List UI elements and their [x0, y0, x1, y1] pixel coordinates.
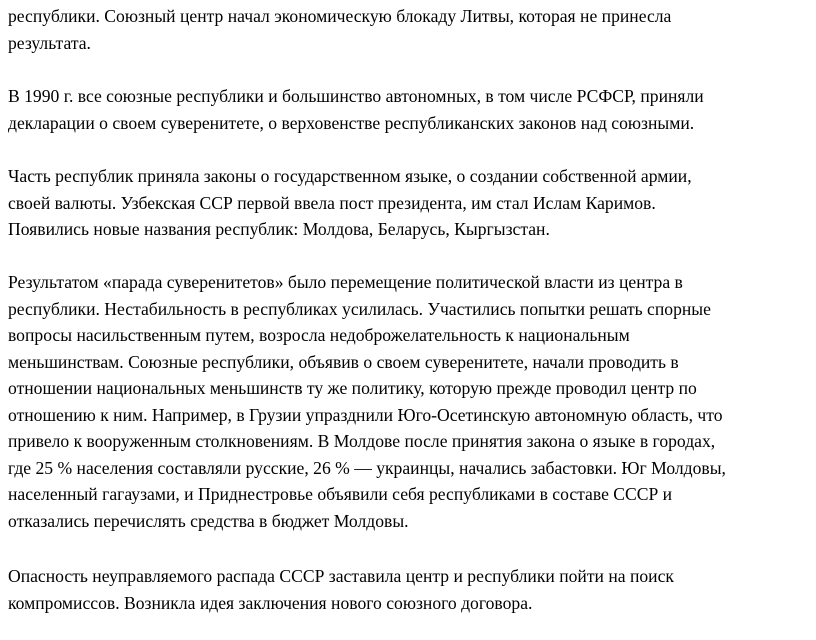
paragraph-parade-of-sovereignties: Результатом «парада суверенитетов» было перемещение политической власти из центра в республики. Нестабильность в республиках усилилась. Участились попытки решать спорные вопросы насильственным путем, возросла недоброжелательность к национальным меньшинствам. Союзные республики, объявив о своем суверенитете, начали проводить в отношении национальных меньшинств ту же политику, которую прежде проводил центр по отношению к ним. Например, в Грузии упразднили Юго-Осетинскую автономную область, что привело к вооруженным столкновениям. В Молдове после принятия закона о языке в городах, где 25 % населения составляли русские, 26 % — украинцы, начались забастовки. Юг Молдовы, населенный гагаузами, и Приднестровье объявили себя республиками в составе СССР и отказались перечислять средства в бюджет Молдовы.: [8, 272, 726, 531]
paragraph-union-treaty: Опасность неуправляемого распада СССР заставила центр и республики пойти на поиск компромиссов. Возникла идея заключения нового союзного договора.: [8, 566, 674, 613]
paragraph-sovereignty-declarations: В 1990 г. все союзные республики и большинство автономных, в том числе РСФСР, приняли декларации о своем суверенитете, о верховенстве республиканских законов над союзными.: [8, 86, 704, 133]
paragraph-state-language: Часть республик приняла законы о государственном языке, о создании собственной армии, своей валюты. Узбекская ССР первой ввела пост президента, им стал Ислам Каримов. Появились новые названия республик: Молдова, Беларусь, Кыргызстан.: [8, 166, 692, 239]
paragraph-blockade: республики. Союзный центр начал экономическую блокаду Литвы, которая не принесла результата.: [8, 6, 672, 53]
